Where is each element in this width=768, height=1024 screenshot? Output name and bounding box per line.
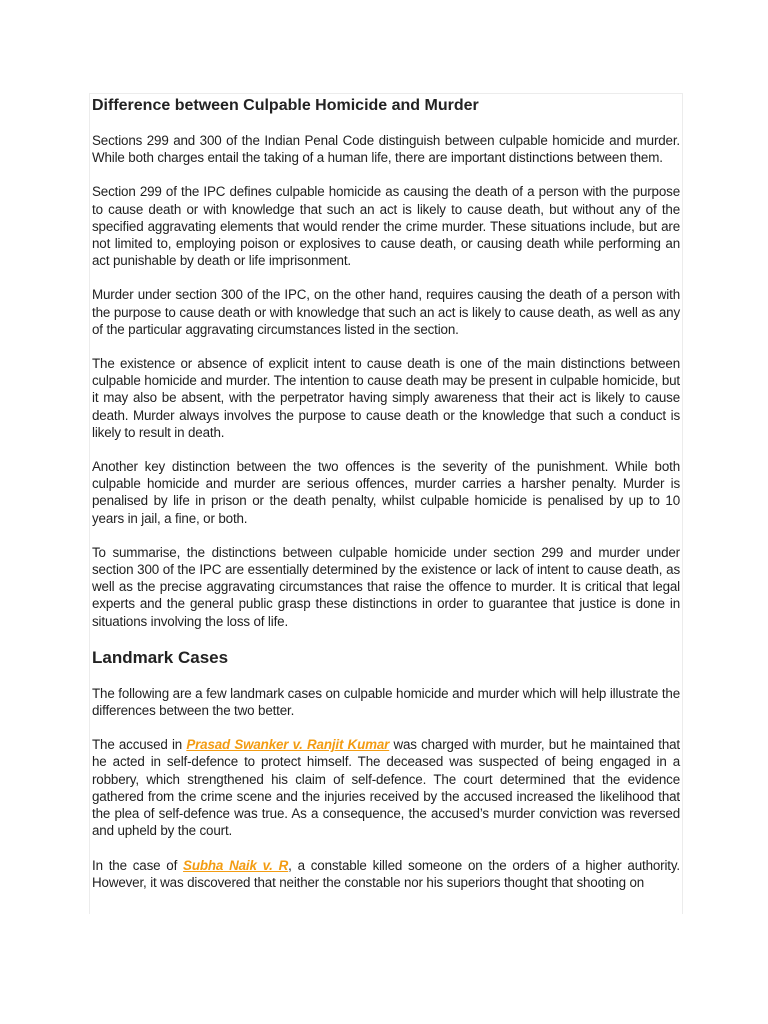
section-heading-landmark-cases: Landmark Cases [92, 647, 229, 667]
paragraph-summary: To summarise, the distinctions between culpable homicide under section 299 and murder under section 300 of the IPC are essentially determined by the existence or lack of intent to cause death, as well as the precise aggravating circumstances that raise the offence to murder. It is critical that legal experts and the general public grasp these distinctions in order to guarantee that justice is done in situations involving the loss of life. [92, 544, 680, 629]
paragraph-section-300: Murder under section 300 of the IPC, on the other hand, requires causing the death of a person with the purpose to cause death or with knowledge that such an act is likely to cause death, as well as any of the particular aggravating circumstances listed in the section. [92, 287, 680, 337]
paragraph-landmark-intro: The following are a few landmark cases on culpable homicide and murder which will help illustrate the differences between the two better. [92, 685, 680, 719]
paragraph-case-prasad [92, 736, 680, 839]
paragraph-case-subha [92, 857, 680, 891]
case-text: , a constable killed someone on the orders of a higher authority. However, it was discovered that neither the constable nor his superiors thought that shooting on [92, 857, 681, 890]
case-link-subha-naik[interactable]: Subha Naik v. R [183, 857, 289, 873]
paragraph-intro: Sections 299 and 300 of the Indian Penal Code distinguish between culpable homicide and murder. While both charges entail the taking of a human life, there are important distinctions between them. [92, 133, 680, 166]
paragraph-punishment: Another key distinction between the two offences is the severity of the punishment. While both culpable homicide and murder are serious offences, murder carries a harsher penalty. Murder is penalised by life in prison or the death penalty, whilst culpable homicide is penalised by up to 10 years in jail, a fine, or both. [92, 459, 680, 526]
case-prefix: The accused in [92, 737, 187, 753]
paragraph-section-299: Section 299 of the IPC defines culpable homicide as causing the death of a person with the purpose to cause death or with knowledge that such an act is likely to cause death, but without any of the specified aggravating elements that would render the crime murder. These situations include, but are not limited to, employing poison or explosives to cause death, or causing death while performing an act punishable by death or life imprisonment. [92, 184, 680, 269]
case-link-prasad-swanker[interactable]: Prasad Swanker v. Ranjit Kumar [186, 737, 390, 753]
paragraph-intent: The existence or absence of explicit intent to cause death is one of the main distinctions between culpable homicide and murder. The intention to cause death may be present in culpable homicide, but it may also be absent, with the perpetrator having simply awareness that their act is likely to cause death. Murder always involves the purpose to cause death or the knowledge that such a conduct is likely to result in death. [92, 356, 680, 440]
page-title: Difference between Culpable Homicide and Murder [92, 97, 479, 114]
case-prefix: In the case of [92, 857, 184, 873]
article-body [89, 93, 683, 914]
case-text: was charged with murder, but he maintained that he acted in self-defence to protect himself. The deceased was suspected of being engaged in a robbery, which strengthened his claim of self-defence. The court determined that the evidence gathered from the crime scene and the injuries received by the accused increased the likelihood that the plea of self-defence was true. As a consequence, the accused’s murder conviction was reversed and upheld by the court. [92, 737, 680, 839]
